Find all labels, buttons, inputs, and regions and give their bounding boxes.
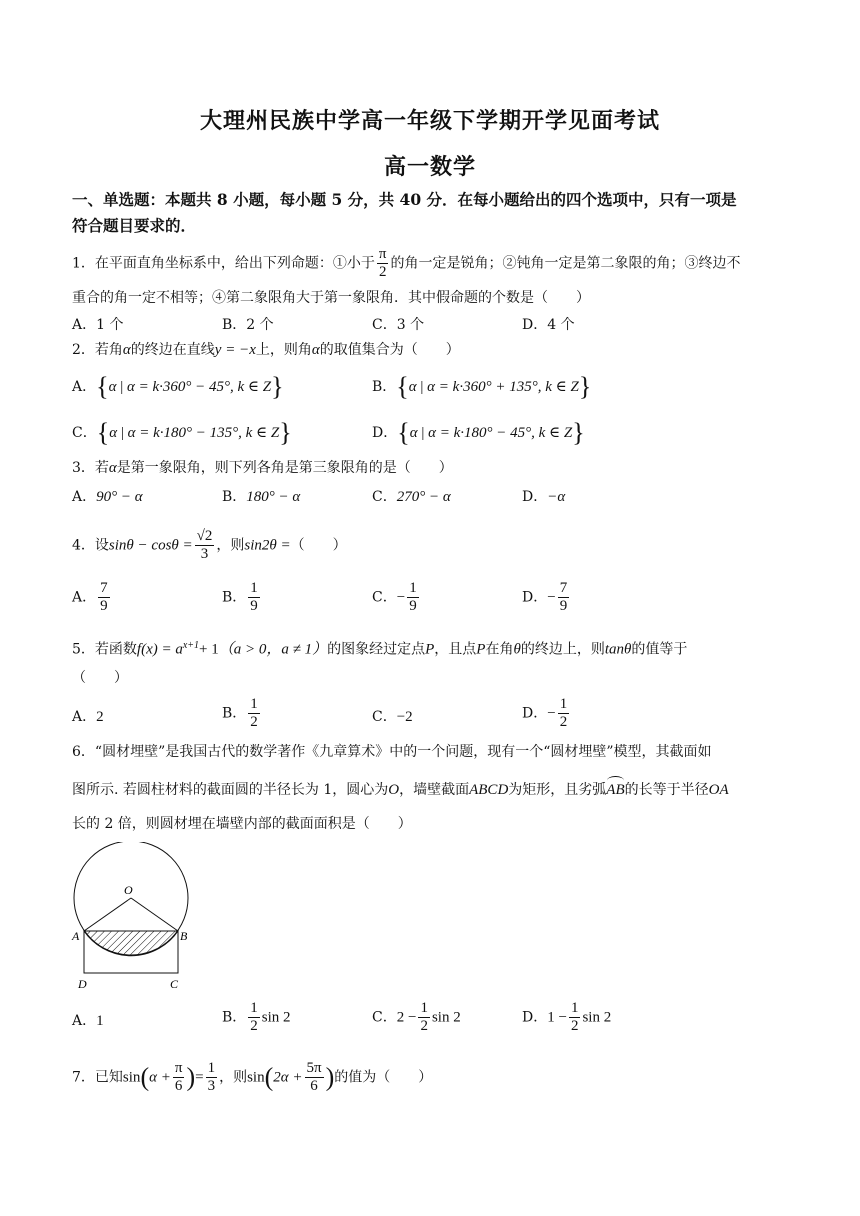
section-heading-line1: 一、单选题：本题共 8 小题，每小题 5 分，共 40 分．在每小题给出的四个选项中，只有一项是 xyxy=(72,190,737,209)
q3-option-c: C．270° − α xyxy=(372,489,451,505)
exam-title: 大理州民族中学高一年级下学期开学见面考试 xyxy=(199,108,660,134)
q5-stem-line1: 5．若函数$f(x) = a^{x+1}+ 1(a > 0$，a ≠ 1）的图象经过定点P，且点P在角θ的终边上，则tanθ的值等于 xyxy=(72,640,688,658)
q6-stem-line3: 长的 2 倍，则圆材埋在墙壁内部的截面面积是（ ） xyxy=(72,816,412,832)
q3-option-b: B．180° − α xyxy=(222,489,301,505)
q5-option-d: D．− $\frac{1}{2}$ xyxy=(522,696,568,730)
q5-option-a: A．2 xyxy=(72,709,104,725)
q6-stem-line1: 6．“圆材埋壁”是我国古代的数学著作《九章算术》中的一个问题，现有一个“圆材埋壁”模型，其截面如 xyxy=(72,744,712,760)
q1-stem-line2: 重合的角一定不相等；④第二象限角大于第一象限角．其中假命题的个数是（ ） xyxy=(72,290,590,306)
q1-fraction: $\frac{\pi}{2}$ xyxy=(378,246,387,280)
q2-option-d: D．{α | α = k·180° − 45°, k ∈ Z} xyxy=(372,418,585,447)
q6-option-d: D．1 − $\frac{1}{2}$ sin 2 xyxy=(522,1000,612,1034)
q4-option-b: B． $\frac{1}{9}$ xyxy=(222,580,258,614)
label-d: D xyxy=(78,977,87,991)
q1-option-b: B．2 个 xyxy=(222,317,274,333)
shaded-segment xyxy=(84,931,178,956)
q1-option-a: A．1 个 xyxy=(72,317,124,333)
radius-oa xyxy=(84,898,131,931)
q4-option-d: D．− $\frac{7}{9}$ xyxy=(522,580,568,614)
section-heading-line2: 符合题目要求的． xyxy=(72,216,197,235)
q2-option-a: A．{α | α = k·360° − 45°, k ∈ Z} xyxy=(72,372,284,401)
q1-text: 1．在平面直角坐标系中，给出下列命题：①小于 xyxy=(72,255,375,272)
q5-option-c: C．−2 xyxy=(372,709,413,725)
q6-option-a: A．1 xyxy=(72,1013,104,1029)
q3-stem: 3．若α是第一象限角，则下列各角是第三象限角的是（ ） xyxy=(72,460,453,476)
q2-stem: 2．若角α的终边在直线y = −x上，则角α的取值集合为（ ） xyxy=(72,342,460,358)
label-a: A xyxy=(72,929,80,943)
q6-option-c: C．2 − $\frac{1}{2}$ sin 2 xyxy=(372,1000,461,1034)
q4-option-c: C．− $\frac{1}{9}$ xyxy=(372,580,417,614)
q4-stem: 4．设sinθ − cosθ = $\frac{√2}{3}$ ，则sin2θ =（ ） xyxy=(72,528,347,562)
q3-option-d: D．−α xyxy=(522,489,566,505)
q5-option-b: B． $\frac{1}{2}$ xyxy=(222,696,258,730)
q1-text-post: 的角一定是锐角；②钝角一定是第二象限的角；③终边不 xyxy=(390,255,741,272)
q7-stem: 7．已知sin(α + $\frac{\pi}{6}$ )= $\frac{1}{3}$ ，则sin(2α + $\frac{5\pi}{6}$ )的值为（ ） xyxy=(72,1060,433,1094)
q6-option-b: B． $\frac{1}{2}$ sin 2 xyxy=(222,1000,291,1034)
q6-stem-line2: 图所示. 若圆柱材料的截面圆的半径长为 1，圆心为O，墙壁截面ABCD为矩形，且劣弧AB的长等于半径OA xyxy=(72,782,729,798)
label-c: C xyxy=(170,977,179,991)
q1-option-d: D．4 个 xyxy=(522,317,575,333)
q6-figure xyxy=(66,842,202,992)
arc-ab-symbol: AB xyxy=(606,782,625,798)
subject-title: 高一数学 xyxy=(383,154,476,180)
q5-stem-line2: （ ） xyxy=(72,670,128,686)
q3-option-a: A．90° − α xyxy=(72,489,143,505)
radius-ob xyxy=(131,898,178,931)
q4-option-a: A． $\frac{7}{9}$ xyxy=(72,580,108,614)
label-b: B xyxy=(180,929,188,943)
q1-option-c: C．3 个 xyxy=(372,317,425,333)
q1-stem-line1 xyxy=(72,246,792,281)
label-o: O xyxy=(124,883,133,897)
q2-option-b: B．{α | α = k·360° + 135°, k ∈ Z} xyxy=(372,372,592,401)
q2-option-c: C．{α | α = k·180° − 135°, k ∈ Z} xyxy=(72,418,292,447)
